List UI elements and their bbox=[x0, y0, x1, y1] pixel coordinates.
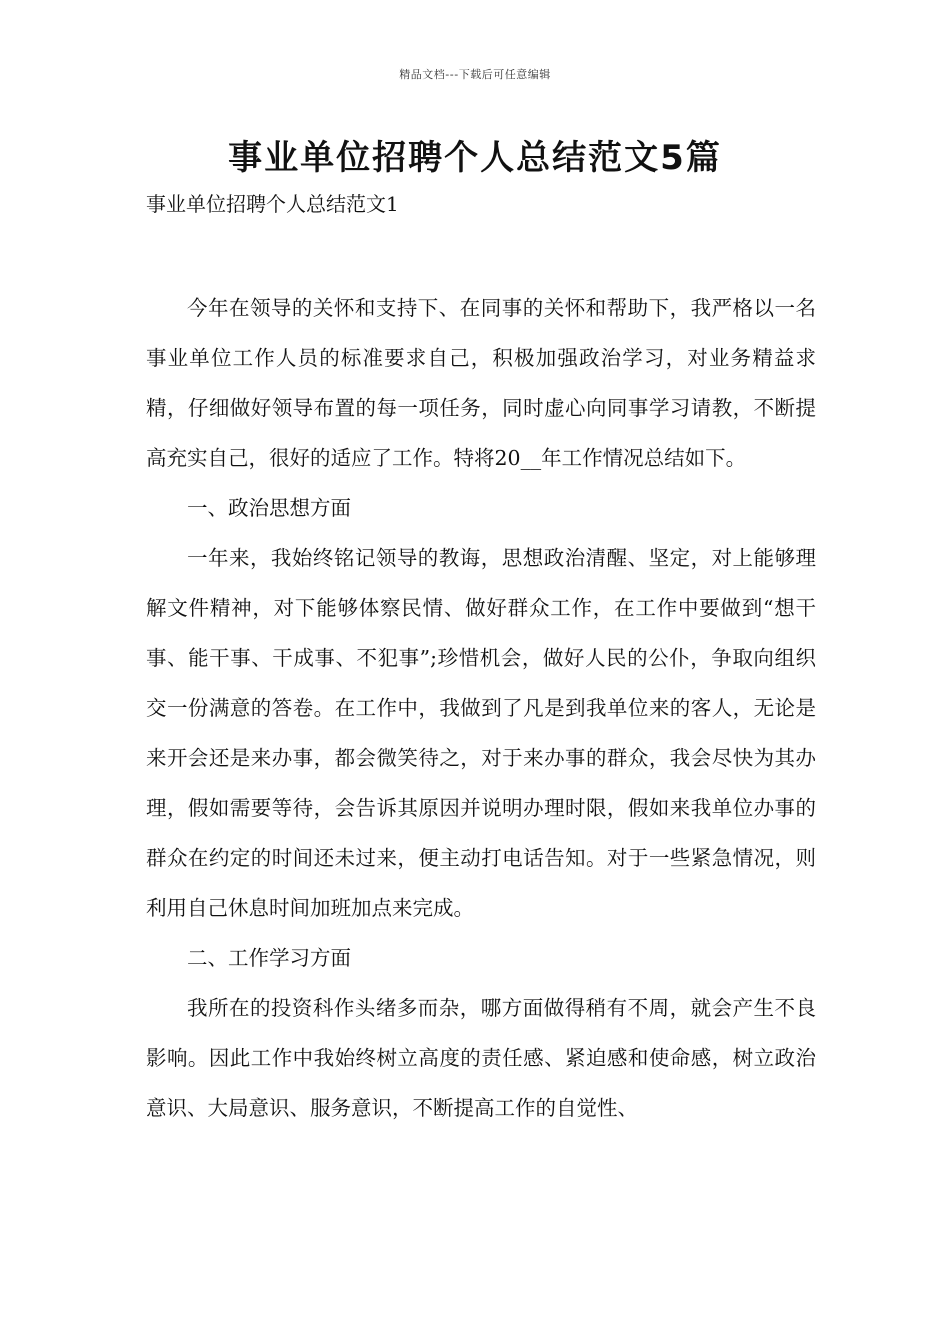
paragraph-work-study: 我所在的投资科作头绪多而杂，哪方面做得稍有不周，就会产生不良影响。因此工作中我始终树立高度的责任感、紧迫感和使命感，树立政治意识、大局意识、服务意识，不断提高工作的自觉性、 bbox=[146, 996, 816, 1120]
section-heading-political: 一、政治思想方面 bbox=[187, 496, 351, 520]
paragraph-intro: 今年在领导的关怀和支持下、在同事的关怀和帮助下，我严格以一名事业单位工作人员的标准要求自己，积极加强政治学习，对业务精益求精，仔细做好领导布置的每一项任务，同时虚心向同事学习请教，不断提高充实自己，很好的适应了工作。特将20__年工作情况总结如下。 bbox=[146, 296, 816, 470]
document-subtitle: 事业单位招聘个人总结范文1 bbox=[146, 192, 399, 216]
header-note: 精品文档---下载后可任意编辑 bbox=[399, 68, 551, 81]
document-body bbox=[146, 283, 816, 1133]
section-heading-work-study: 二、工作学习方面 bbox=[187, 946, 351, 970]
document-title: 事业单位招聘个人总结范文5篇 bbox=[228, 138, 722, 178]
paragraph-political: 一年来，我始终铭记领导的教诲，思想政治清醒、坚定，对上能够理解文件精神，对下能够体察民情、做好群众工作，在工作中要做到“想干事、能干事、干成事、不犯事”;珍惜机会，做好人民的公仆，争取向组织交一份满意的答卷。在工作中，我做到了凡是到我单位来的客人，无论是来开会还是来办事，都会微笑待之，对于来办事的群众，我会尽快为其办理，假如需要等待，会告诉其原因并说明办理时限，假如来我单位办事的群众在约定的时间还未过来，便主动打电话告知。对于一些紧急情况，则利用自己休息时间加班加点来完成。 bbox=[146, 546, 816, 920]
